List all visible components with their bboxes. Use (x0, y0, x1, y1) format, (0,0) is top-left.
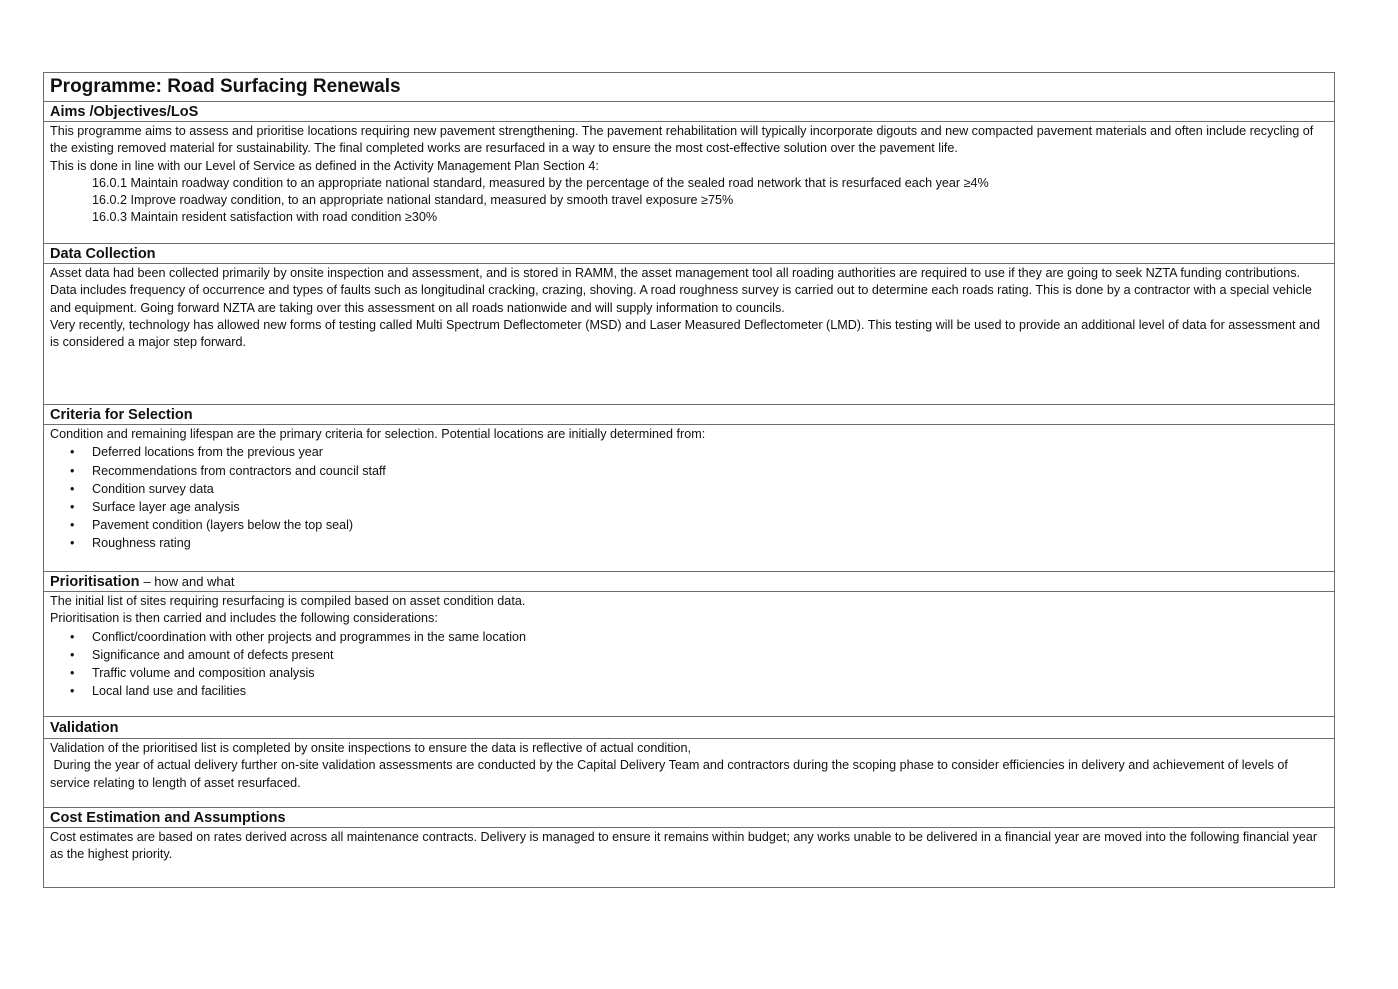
prioritisation-paragraph: Prioritisation is then carried and includes the following considerations: (50, 611, 438, 626)
prioritisation-item (50, 646, 1328, 664)
level-of-service-item: 16.0.1 Maintain roadway condition to an appropriate national standard, measured by the percentage of the sealed road network that is resurfaced each year ≥4% (92, 175, 989, 190)
validation-paragraph: Validation of the prioritised list is completed by onsite inspections to ensure the data is reflective of actual condition, (50, 741, 692, 755)
bullet-icon: • (70, 629, 75, 644)
data-collection-paragraph: Data includes frequency of occurrence and types of faults such as longitudinal cracking, crazing, shoving. A road roughness survey is carried out to determine each roads rating. This is done by a contractor with a special vehicle and equipment. Going forward NZTA are taking over this assessment on all roads nationwide and will supply information to councils. (50, 283, 1312, 315)
prioritisation-subheading: – how and what (143, 574, 235, 589)
data-collection-heading-row (44, 244, 1334, 264)
bullet-icon: • (70, 445, 75, 460)
criteria-item-text: Recommendations from contractors and council staff (92, 463, 386, 478)
bullet-icon: • (70, 684, 75, 699)
bullet-icon: • (70, 666, 75, 680)
cost-heading: Cost Estimation and Assumptions (50, 809, 286, 826)
cost-heading-row (44, 808, 1334, 828)
level-of-service-list (50, 175, 1328, 227)
data-collection-paragraph: Very recently, technology has allowed new forms of testing called Multi Spectrum Deflectometer (MSD) and Laser Measured Deflectometer (LMD). This testing will be used to provide an additional level of data for assessment and is considered a major step forward. (50, 317, 1321, 350)
aims-paragraph: This is done in line with our Level of Service as defined in the Activity Management Plan Section 4: (50, 158, 599, 173)
aims-paragraph: This programme aims to assess and prioritise locations requiring new pavement strengthening. The pavement rehabilitation will typically incorporate digouts and new compacted pavement materials and often include recycling of the existing removed material for sustainability. The final completed works are resurfaced in a way to ensure the most cost-effective solution over the pavement life. (50, 124, 1314, 156)
level-of-service-item: 16.0.2 Improve roadway condition, to an appropriate national standard, measured by smooth travel exposure ≥75% (92, 193, 734, 208)
programme-table (43, 72, 1335, 888)
prioritisation-item-text: Conflict/coordination with other projects and programmes in the same location (92, 629, 527, 644)
validation-paragraph: During the year of actual delivery further on-site validation assessments are conducted by the Capital Delivery Team and contractors during the scoping phase to consider efficiencies in delivery and achievement of levels of service relating to length of asset resurfaced. (50, 758, 1292, 790)
title-row (44, 73, 1334, 102)
aims-heading-row (44, 102, 1334, 122)
data-collection-body (44, 264, 1334, 405)
criteria-item-text: Condition survey data (92, 481, 214, 496)
criteria-item-text: Surface layer age analysis (92, 499, 240, 514)
criteria-list (50, 443, 1328, 552)
prioritisation-item-text: Traffic volume and composition analysis (92, 666, 315, 680)
bullet-icon: • (70, 463, 75, 478)
criteria-item (50, 516, 1328, 534)
criteria-heading-row (44, 405, 1334, 425)
page-title: Programme: Road Surfacing Renewals (50, 76, 401, 97)
aims-body (44, 122, 1334, 244)
criteria-heading: Criteria for Selection (50, 406, 193, 423)
prioritisation-body (44, 592, 1334, 717)
validation-body (44, 739, 1334, 808)
cost-paragraph: Cost estimates are based on rates derived across all maintenance contracts. Delivery is managed to ensure it remains within budget; any works unable to be delivered in a financial year are moved into the following financial year as the highest priority. (50, 830, 1318, 862)
bullet-icon: • (70, 518, 75, 533)
cost-body (44, 828, 1334, 887)
bullet-icon: • (70, 536, 75, 551)
prioritisation-paragraph: The initial list of sites requiring resurfacing is compiled based on asset condition data. (50, 594, 526, 608)
criteria-intro: Condition and remaining lifespan are the primary criteria for selection. Potential locations are initially determined from: (50, 427, 706, 441)
aims-heading: Aims /Objectives/LoS (50, 103, 199, 120)
criteria-item-text: Roughness rating (92, 536, 191, 551)
criteria-item-text: Pavement condition (layers below the top seal) (92, 518, 354, 533)
bullet-icon: • (70, 499, 75, 514)
prioritisation-item (50, 682, 1328, 700)
validation-heading-row (44, 717, 1334, 739)
prioritisation-item (50, 628, 1328, 646)
criteria-item (50, 480, 1328, 498)
prioritisation-list (50, 628, 1328, 701)
criteria-item (50, 462, 1328, 480)
level-of-service-item: 16.0.3 Maintain resident satisfaction with road condition ≥30% (92, 210, 438, 225)
data-collection-heading: Data Collection (50, 245, 156, 262)
criteria-body (44, 425, 1334, 572)
prioritisation-item-text: Significance and amount of defects present (92, 647, 334, 662)
validation-heading: Validation (50, 719, 119, 736)
prioritisation-item (50, 664, 1328, 682)
bullet-icon: • (70, 481, 75, 496)
criteria-item (50, 534, 1328, 552)
prioritisation-item-text: Local land use and facilities (92, 684, 247, 699)
criteria-item-text: Deferred locations from the previous year (92, 445, 323, 460)
bullet-icon: • (70, 647, 75, 662)
criteria-item (50, 498, 1328, 516)
criteria-item (50, 443, 1328, 461)
prioritisation-heading: Prioritisation (50, 573, 140, 590)
data-collection-paragraph: Asset data had been collected primarily by onsite inspection and assessment, and is stored in RAMM, the asset management tool all roading authorities are required to use if they are going to seek NZTA funding contributions. (50, 266, 1301, 280)
prioritisation-heading-row (44, 572, 1334, 592)
